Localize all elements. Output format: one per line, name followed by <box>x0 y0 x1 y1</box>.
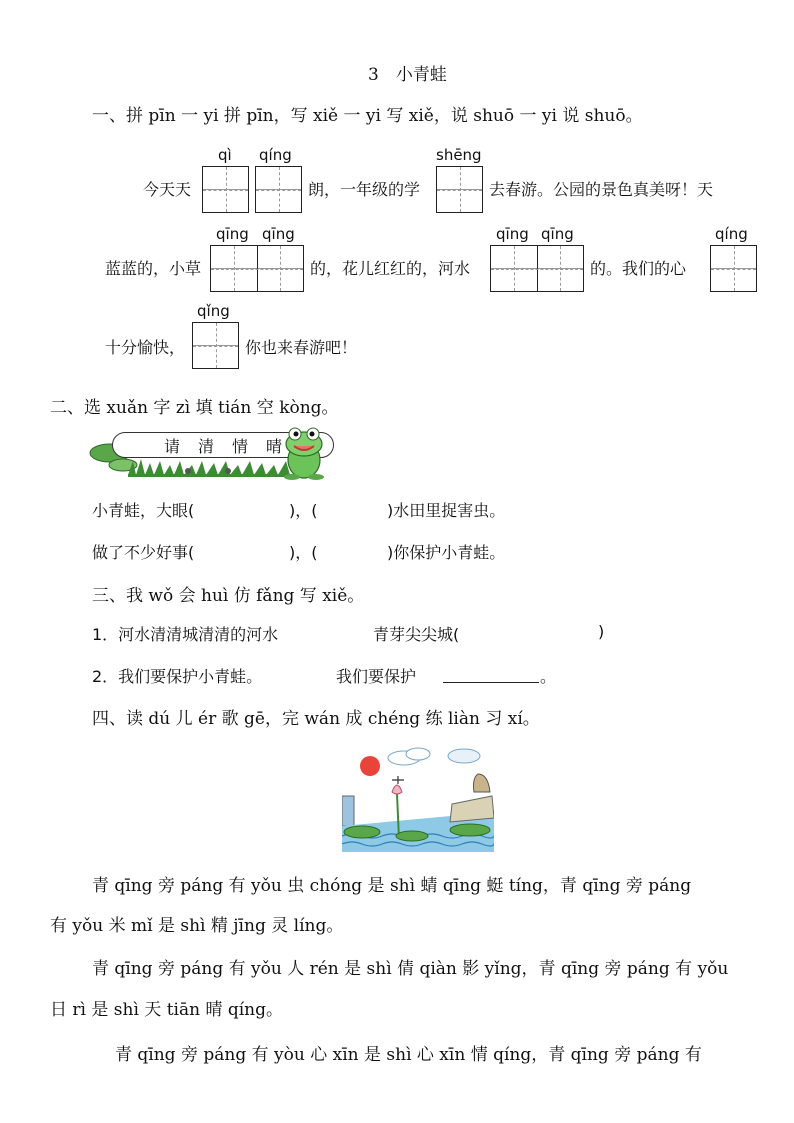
answer-blank-line[interactable] <box>443 682 539 683</box>
pinyin-qi: qì <box>218 146 232 164</box>
s2-line1-c: )水田里捉害虫。 <box>387 501 506 520</box>
s2-line2-b: )，( <box>289 543 318 562</box>
write-box-qing-7[interactable] <box>192 322 239 369</box>
s2-line1-b: )，( <box>289 501 318 520</box>
s3-item2-a: 2．我们要保护小青蛙。 <box>92 667 263 686</box>
poem-line-2a: 青 qīng 旁 páng 有 yǒu 人 rén 是 shì 倩 qiàn 影 yǐng，青 qīng 旁 páng 有 yǒu <box>92 959 729 979</box>
grass <box>128 459 290 475</box>
write-box-qingqing-1[interactable] <box>210 245 304 292</box>
write-box-qi[interactable] <box>202 166 249 213</box>
flower-2 <box>225 468 231 474</box>
pinyin-sheng: shēng <box>436 146 482 164</box>
pond-illustration <box>342 744 494 852</box>
pinyin-qing-7: qǐng <box>197 302 230 320</box>
row1-text-3: 去春游。公园的景色真美呀！天 <box>489 180 714 199</box>
pinyin-qing-6: qíng <box>715 225 748 243</box>
poem-line-2b: 日 rì 是 shì 天 tiān 晴 qíng。 <box>50 1000 284 1020</box>
sun <box>360 756 380 776</box>
row3-text-1: 十分愉快， <box>105 338 186 357</box>
row3-text-2: 你也来春游吧！ <box>245 338 358 357</box>
lily-pad-2 <box>396 831 428 841</box>
page-title: 3 小青蛙 <box>368 65 447 85</box>
row2-text-2: 的，花儿红红的，河水 <box>310 259 471 278</box>
section-3-heading: 三、我 wǒ 会 huì 仿 fǎng 写 xiě。 <box>92 586 365 606</box>
s3-item2-b: 我们要保护 <box>336 667 417 686</box>
pinyin-qing-1: qíng <box>259 146 292 164</box>
poem-line-3a: 青 qīng 旁 páng 有 yòu 心 xīn 是 shì 心 xīn 情 qíng，青 qīng 旁 páng 有 <box>115 1045 702 1065</box>
choice-char-1: 请 <box>163 436 180 456</box>
frog-icon <box>280 422 328 482</box>
write-box-qing-1[interactable] <box>255 166 302 213</box>
section-2-heading: 二、选 xuǎn 字 zì 填 tián 空 kòng。 <box>50 398 339 418</box>
poem-line-1a: 青 qīng 旁 páng 有 yǒu 虫 chóng 是 shì 蜻 qīng 蜓 tíng，青 qīng 旁 páng <box>92 876 692 896</box>
s3-item1-a: 1．河水清清城清清的河水 <box>92 625 279 644</box>
stone-steps <box>450 796 494 822</box>
write-box-qingqing-2[interactable] <box>490 245 584 292</box>
row2-text-3: 的。我们的心 <box>590 259 687 278</box>
pinyin-qing-5: qīng <box>541 225 574 243</box>
s2-line1-a: 小青蛙，大眼( <box>92 501 195 520</box>
lotus-bud <box>392 785 402 794</box>
ground <box>128 474 298 477</box>
row2-text-1: 蓝蓝的，小草 <box>105 259 202 278</box>
cloud-left-2 <box>406 748 430 760</box>
dragonfly <box>392 776 404 784</box>
bench <box>342 796 354 826</box>
cloud-right <box>448 749 480 763</box>
row1-text-2: 朗，一年级的学 <box>308 180 421 199</box>
s2-line2-c: )你保护小青蛙。 <box>387 543 506 562</box>
choice-char-2: 清 <box>197 436 214 456</box>
lily-pad-3 <box>450 824 490 836</box>
pinyin-qing-3: qīng <box>262 225 295 243</box>
row1-text-1: 今天天 <box>143 180 192 199</box>
s3-item2-c: 。 <box>540 667 557 686</box>
write-box-qing-6[interactable] <box>710 245 757 292</box>
willow-tree <box>474 774 491 792</box>
choice-char-4: 晴 <box>266 436 283 456</box>
s2-line2-a: 做了不少好事( <box>92 543 195 562</box>
s3-item1-c: ) <box>598 622 605 641</box>
section-1-heading: 一、拼 pīn 一 yi 拼 pīn，写 xiě 一 yi 写 xiě，说 shuō 一 yi 说 shuō。 <box>92 106 643 126</box>
lily-pad-1 <box>344 826 380 838</box>
flower-1 <box>185 468 191 474</box>
s3-item1-b: 青芽尖尖城( <box>373 625 460 644</box>
write-box-sheng[interactable] <box>436 166 483 213</box>
pinyin-qing-4: qīng <box>496 225 529 243</box>
pinyin-qing-2: qīng <box>216 225 249 243</box>
choice-char-3: 情 <box>232 436 249 456</box>
poem-line-1b: 有 yǒu 米 mǐ 是 shì 精 jīng 灵 líng。 <box>50 916 344 936</box>
section-4-heading: 四、读 dú 儿 ér 歌 gē，完 wán 成 chéng 练 liàn 习 xí。 <box>92 709 540 729</box>
